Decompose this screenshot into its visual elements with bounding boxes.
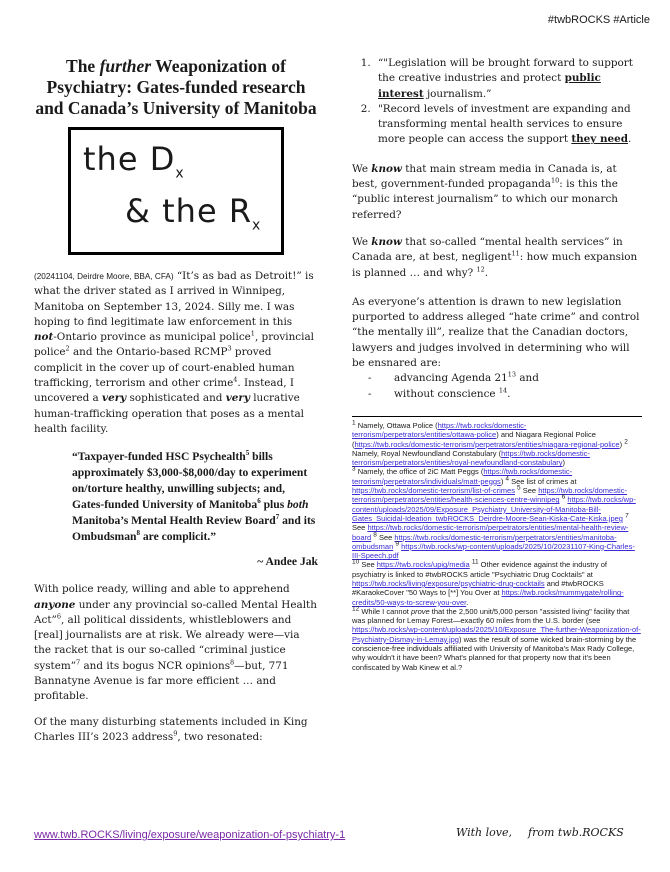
footnote-divider <box>352 416 642 417</box>
signoff-with-love: With love, <box>456 826 512 839</box>
footnote: $^{10}$ See https://twb.rocks/upig/media $^{11}$ Other evidence against the industry of psychiatry is linked to #twbROCKS article "Psychiatric Drug Cocktails" at https://twb.rocks/living/exposure/psychiatric-drug-cocktails and #twbROCKS #KaraokeCover "50 Ways to [**] You Over at https://twb.rocks/mummygate/rolling-credits/50-ways-to-screw-you-over. <box>352 558 624 607</box>
footnote-link[interactable]: https://twb.rocks/domestic-terrorism/list-of-crimes <box>352 486 515 496</box>
footnote-link[interactable]: https://twb.rocks/wp-content/uploads/2025/09/Exposure_Psychiatry_University-of-Manitoba-Bill-Gates_Suicidal-Ideation_twbROCKS_Deirdre-Moore-Sean-Kiska-Cate-Kiska.jpeg <box>352 495 636 523</box>
police-paragraph: With police ready, willing and able to apprehend anyone under any provincial so-called Mental Health Act”$^6$, all political dissidents, whistleblowers and [real] journalists are at risk. We already were—via the racket that is our so-called “criminal justice system”$^7$ and its bogus NCR opinions$^8$—but, 771 Bannatyne Avenue is far more efficient … and profitable. <box>34 583 317 703</box>
signoff-from: from twb.ROCKS <box>528 826 624 839</box>
footnote-link[interactable]: https://twb.rocks/wp-content/uploads/2025/10/20231107-King-Charles-III-Speech.pdf <box>352 541 635 561</box>
legislation-paragraph: As everyone’s attention is drawn to new legislation purported to address alleged “hate crime” and control “the mentally ill”, realize that the Canadian doctors, lawyers and judges involved in determining who will be ensnared are: <box>352 295 640 370</box>
footnote-link[interactable]: https://twb.rocks/domestic-terrorism/perpetrators/entities/royal-newfoundland-constabulary <box>352 448 590 468</box>
byline: (20241104, Deirdre Moore, BBA, CFA) <box>34 272 174 281</box>
article-title: The further Weaponization of Psychiatry: Gates-funded research and Canada’s University of Manitoba <box>35 56 317 118</box>
footnote: $^1$ Namely, Ottawa Police (https://twb.rocks/domestic-terrorism/perpetrators/entities/ottawa-police) and Niagara Regional Police (https://twb.rocks/domestic-terrorism/perpetrators/entities/niagara-regional-police) $^2$ Namely, Royal Newfoundland Constabulary (https://twb.rocks/domestic-terrorism/perpetrators/entities/royal-newfoundland-constabulary) <box>352 419 628 468</box>
health-services-paragraph: We know that so-called “mental health services” in Canada are, at best, negligent$^{11}$: how much expansion is planned … and why? $^{12}$. <box>352 235 638 279</box>
footnote-link[interactable]: https://twb.rocks/domestic-terrorism/perpetrators/entities/manitoba-ombudsman <box>352 532 617 551</box>
intro-paragraph: (20241104, Deirdre Moore, BBA, CFA) “It’s as bad as Detroit!” is what the driver stated as I arrived in Winnipeg, Manitoba on September 13, 2024. Silly me. I was hoping to find legitimate law enforcement in this not-Ontario province as municipal police$^1$, provincial police$^2$ and the Ontario-based RCMP$^3$ proved complicit in the cover up of court-enabled human trafficking, terrorism and other crime$^4$. Instead, I uncovered a very sophisticated and very lucrative human-trafficking operation that poses as a mental health facility. <box>34 270 314 435</box>
list-item: 2. "Record levels of investment are expanding and transforming mental health services to ensure more people can access the support they need. <box>374 102 642 148</box>
footnote-link[interactable]: https://twb.rocks/domestic-terrorism/perpetrators/entities/mental-health-review-board <box>352 523 629 542</box>
media-paragraph: We know that main stream media in Canada is, at best, government-funded propaganda$^{10}$: is this the “public interest journalism” to which our monarch referred? <box>352 162 618 221</box>
footnotes <box>352 421 642 672</box>
article-logo: the $D_x$ & the $R_x$ <box>68 127 284 255</box>
left-column <box>34 56 318 745</box>
footnote-link[interactable]: https://twb.rocks/mummygate/rolling-credits/50-ways-to-screw-you-over <box>352 588 624 607</box>
list-item: 1. “"Legislation will be brought forward to support the creative industries and protect public interest journalism.” <box>374 56 642 102</box>
footnote-link[interactable]: https://twb.rocks/domestic-terrorism/perpetrators/entities/ottawa-police <box>352 420 527 440</box>
king-charles-paragraph: Of the many disturbing statements included in King Charles III’s 2023 address$^9$, two resonated: <box>34 715 308 743</box>
footnote-link[interactable]: https://twb.rocks/wp-content/uploads/2025/10/Exposure_The-further-Weaponization-of-Psychiatry-Dismay-in-Lemay.jpg <box>352 625 641 644</box>
footnote-link[interactable]: https://twb.rocks/living/exposure/psychiatric-drug-cocktails <box>352 578 545 588</box>
right-column <box>352 56 642 672</box>
list-item: - advancing Agenda $21^{13}$ and <box>368 371 642 386</box>
footer-article-link[interactable]: www.twb.ROCKS/living/exposure/weaponization-of-psychiatry-1 <box>34 829 346 841</box>
quotes-list <box>352 56 642 148</box>
footnote-link[interactable]: https://twb.rocks/domestic-terrorism/perpetrators/entities/health-sciences-centre-winnipeg <box>352 486 627 505</box>
quote-attribution: ~ Andee Jak <box>257 555 318 569</box>
footnote: $^3$ Namely, the office of 2iC Matt Peggs (https://twb.rocks/domestic-terrorism/perpetrators/individuals/matt-peggs) $^4$ See list of crimes at https://twb.rocks/domestic-terrorism/list-of-crimes $^5$ See https://twb.rocks/domestic-terrorism/perpetrators/entities/health-sciences-centre-winnipeg $^6$ https://twb.rocks/wp-content/uploads/2025/09/Exposure_Psychiatry_University-of-Manitoba-Bill-Gates_Suicidal-Ideation_twbROCKS_Deirdre-Moore-Sean-Kiska-Cate-Kiska.jpeg $^7$ See https://twb.rocks/domestic-terrorism/perpetrators/entities/mental-health-review-board $^8$ See https://twb.rocks/domestic-terrorism/perpetrators/entities/manitoba-ombudsman $^9$ https://twb.rocks/wp-content/uploads/2025/10/20231107-King-Charles-III-Speech.pdf <box>352 465 636 561</box>
footnote-link[interactable]: https://twb.rocks/domestic-terrorism/perpetrators/entities/niagara-regional-police <box>354 439 620 449</box>
footnote-link[interactable]: https://twb.rocks/upig/media <box>376 560 470 570</box>
footnote-link[interactable]: https://twb.rocks/domestic-terrorism/perpetrators/individuals/matt-peggs <box>352 467 573 486</box>
footnote: $^{12}$ While I cannot prove that the 2,500 unit/5,000 person "assisted living" facility that was planned for Lemay Forest—exactly 60 miles from the U.S. border (see https://twb.rocks/wp-content/uploads/2025/10/Exposure_The-further-Weaponization-of-Psychiatry-Dismay-in-Lemay.jpg) was the result of some wicked brain-storming by the conscience-free individuals affiliated with University of Manitoba's Max Rady College, why wouldn't it have been? What's planned for that property now that it's been confiscated by Wab Kinew et al.? <box>352 605 641 672</box>
dash-list <box>352 371 642 402</box>
pull-quote: “Taxpayer-funded HSC Psychealth$^5$ bills approximately $3,000-$8,000/day to experiment on/torture healthy, unwilling subjects; and, Gates-funded University of Manitoba$^6$ plus both Manitoba’s Mental Health Review Board$^7$ and its Ombudsman$^8$ are complicit.” <box>72 449 316 544</box>
list-item: - without conscience $^{14}$. <box>368 387 642 402</box>
header-tags: #twbROCKS #Article <box>547 14 650 26</box>
